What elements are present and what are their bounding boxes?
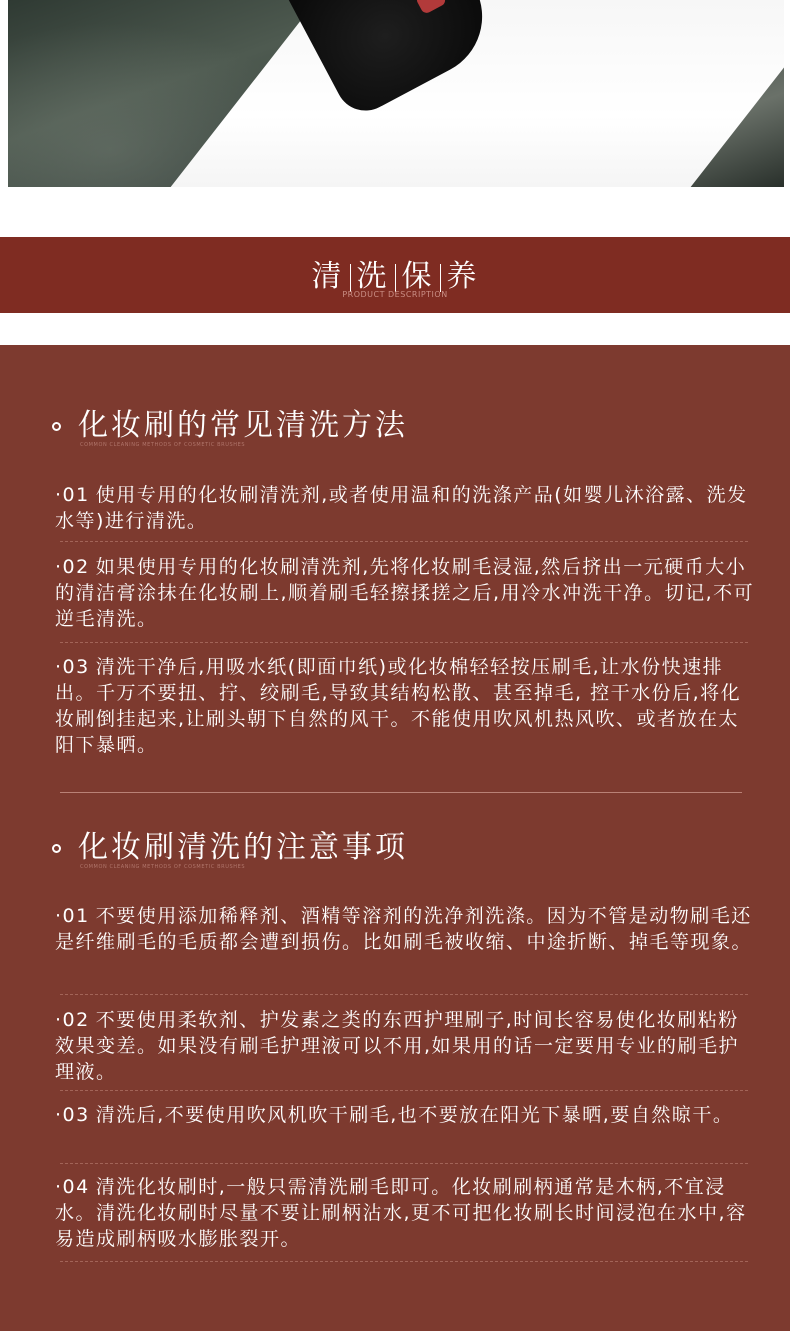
section1-item-01 [55, 482, 755, 534]
item-text: 清洗化妆刷时,一般只需清洗刷毛即可。化妆刷刷柄通常是木柄,不宜浸水。清洗化妆刷时尽量不要让刷柄沾水,更不可把化妆刷长时间浸泡在水中,容易造成刷柄吸水膨胀裂开。 [55, 1176, 747, 1250]
banner-title-char: 洗 [356, 259, 389, 294]
section2-item-04 [55, 1174, 755, 1252]
banner-title-char: 保 [401, 259, 434, 294]
item-number: ·01 [55, 484, 90, 506]
product-photo [8, 0, 784, 187]
item-number: ·02 [55, 556, 90, 578]
item-text: 使用专用的化妆刷清洗剂,或者使用温和的洗涤产品(如婴儿沐浴露、洗发水等)进行清洗。 [55, 484, 748, 532]
item-divider [60, 642, 748, 643]
care-content-panel [0, 345, 790, 1331]
item-divider [60, 1090, 748, 1091]
banner-title-divider [395, 264, 396, 292]
section2-item-03 [55, 1102, 755, 1128]
item-text: 如果使用专用的化妆刷清洗剂,先将化妆刷毛浸湿,然后挤出一元硬币大小的清洁膏涂抹在化妆刷上,顺着刷毛轻擦揉搓之后,用冷水冲洗干净。切记,不可逆毛清洗。 [55, 556, 755, 630]
item-divider [60, 994, 748, 995]
section-divider [60, 792, 742, 793]
item-text: 不要使用添加稀释剂、酒精等溶剂的洗净剂洗涤。因为不管是动物刷毛还是纤维刷毛的毛质都会遭到损伤。比如刷毛被收缩、中途折断、掉毛等现象。 [55, 905, 753, 953]
section2-subtitle: COMMON CLEANING METHODS OF COSMETIC BRUSHES [80, 864, 246, 870]
banner-subtitle: PRODUCT DESCRIPTION [342, 290, 448, 299]
banner-title-char: 清 [311, 259, 344, 294]
item-text: 不要使用柔软剂、护发素之类的东西护理刷子,时间长容易使化妆刷粘粉效果变差。如果没有刷毛护理液可以不用,如果用的话一定要用专业的刷毛护理液。 [55, 1009, 740, 1083]
item-divider [60, 541, 748, 542]
section-banner [0, 237, 790, 313]
item-divider [60, 1163, 748, 1164]
item-number: ·04 [55, 1176, 90, 1198]
bullet-dot-icon [52, 844, 61, 853]
section2-item-02 [55, 1007, 755, 1085]
section1-item-03 [55, 654, 755, 758]
section1-title: 化妆刷的常见清洗方法 [78, 408, 408, 443]
banner-title-divider [350, 264, 351, 292]
section2-item-01 [55, 903, 755, 955]
section2-title: 化妆刷清洗的注意事项 [78, 830, 408, 865]
item-number: ·02 [55, 1009, 90, 1031]
banner-title-char: 养 [446, 259, 479, 294]
banner-title-divider [440, 264, 441, 292]
item-text: 清洗干净后,用吸水纸(即面巾纸)或化妆棉轻轻按压刷毛,让水份快速排出。千万不要扭、拧、绞刷毛,导致其结构松散、甚至掉毛, 控干水份后,将化妆刷倒挂起来,让刷头朝下自然的风干。不能使用吹风机热风吹、或者放在太阳下暴晒。 [55, 656, 742, 756]
item-number: ·01 [55, 905, 90, 927]
bullet-dot-icon [52, 422, 61, 431]
section1-subtitle: COMMON CLEANING METHODS OF COSMETIC BRUSHES [80, 442, 246, 448]
section1-item-02 [55, 554, 755, 632]
banner-title [0, 251, 790, 295]
item-divider [60, 1261, 748, 1262]
item-number: ·03 [55, 656, 90, 678]
item-number: ·03 [55, 1104, 90, 1126]
item-text: 清洗后,不要使用吹风机吹干刷毛,也不要放在阳光下暴晒,要自然晾干。 [95, 1104, 734, 1126]
